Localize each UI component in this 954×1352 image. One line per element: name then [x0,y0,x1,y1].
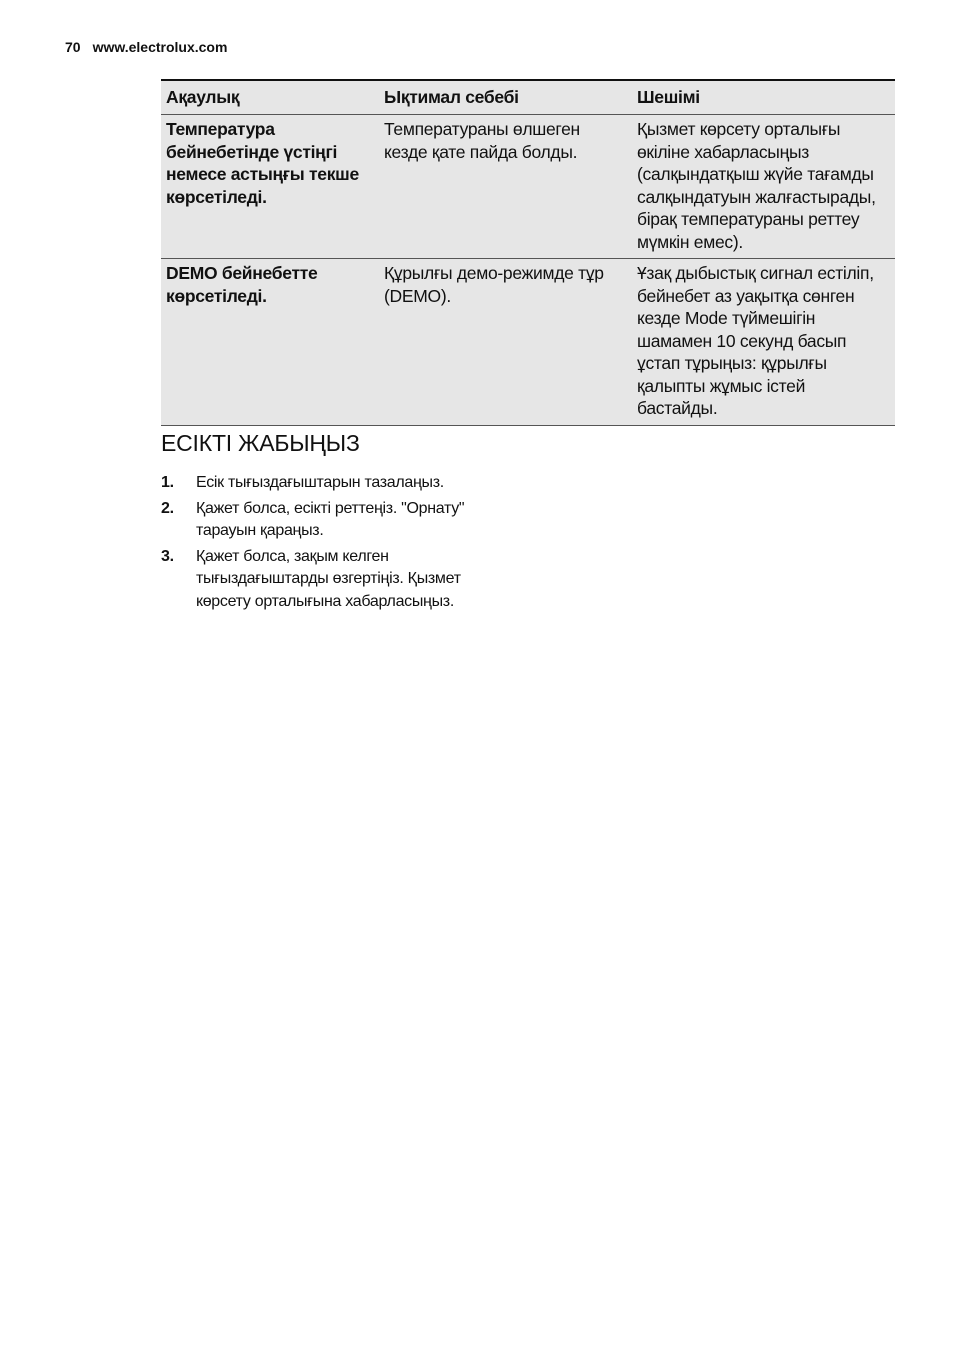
step-number: 1. [161,474,174,491]
table-row [161,259,895,426]
problem-cell: Температура бейнебетінде үстіңгі немесе астыңғы текше көрсетіледі. [161,115,379,259]
section-title: ЕСІКТІ ЖАБЫҢЫЗ [161,430,360,456]
list-item [161,472,491,495]
steps-list [161,472,491,616]
list-item [161,498,491,543]
page-number: 70 [65,39,81,55]
column-header-cause: Ықтимал себебі [379,80,632,115]
column-header-problem: Ақаулық [161,80,379,115]
list-item [161,546,491,614]
step-number: 3. [161,547,174,565]
page-header [65,39,227,55]
cause-cell: Температураны өлшеген кезде қате пайда болды. [379,115,632,259]
step-text: Қажет болса, зақым келген тығыздағыштарды өзгертіңіз. Қызмет көрсету орталығына хабарласыңыз. [196,547,461,610]
column-header-solution: Шешімі [632,80,895,115]
website-link[interactable]: www.electrolux.com [92,39,228,55]
solution-cell: Қызмет көрсету орталығы өкіліне хабарласыңыз (салқындатқыш жүйе тағамды салқындатуын жалғастырады, бірақ температураны реттеу мүмкін емес). [632,115,895,259]
step-text: Есік тығыздағыштарын тазалаңыз. [196,474,444,491]
step-number: 2. [161,499,174,517]
problem-cell: DEMO бейнебетте көрсетіледі. [161,259,379,426]
troubleshooting-table [161,79,895,426]
step-text: Қажет болса, есікті реттеңіз. "Орнату" тарауын қараңыз. [196,499,465,539]
cause-cell: Құрылғы демо-режимде тұр (DEMO). [379,259,632,426]
table-row [161,115,895,259]
solution-cell: Ұзақ дыбыстық сигнал естіліп, бейнебет аз уақытқа сөнген кезде Mode түймешігін шамамен 10 секунд басып ұстап тұрыңыз: құрылғы қалыпты жұмыс істей бастайды. [632,259,895,426]
table-header-row [161,80,895,115]
